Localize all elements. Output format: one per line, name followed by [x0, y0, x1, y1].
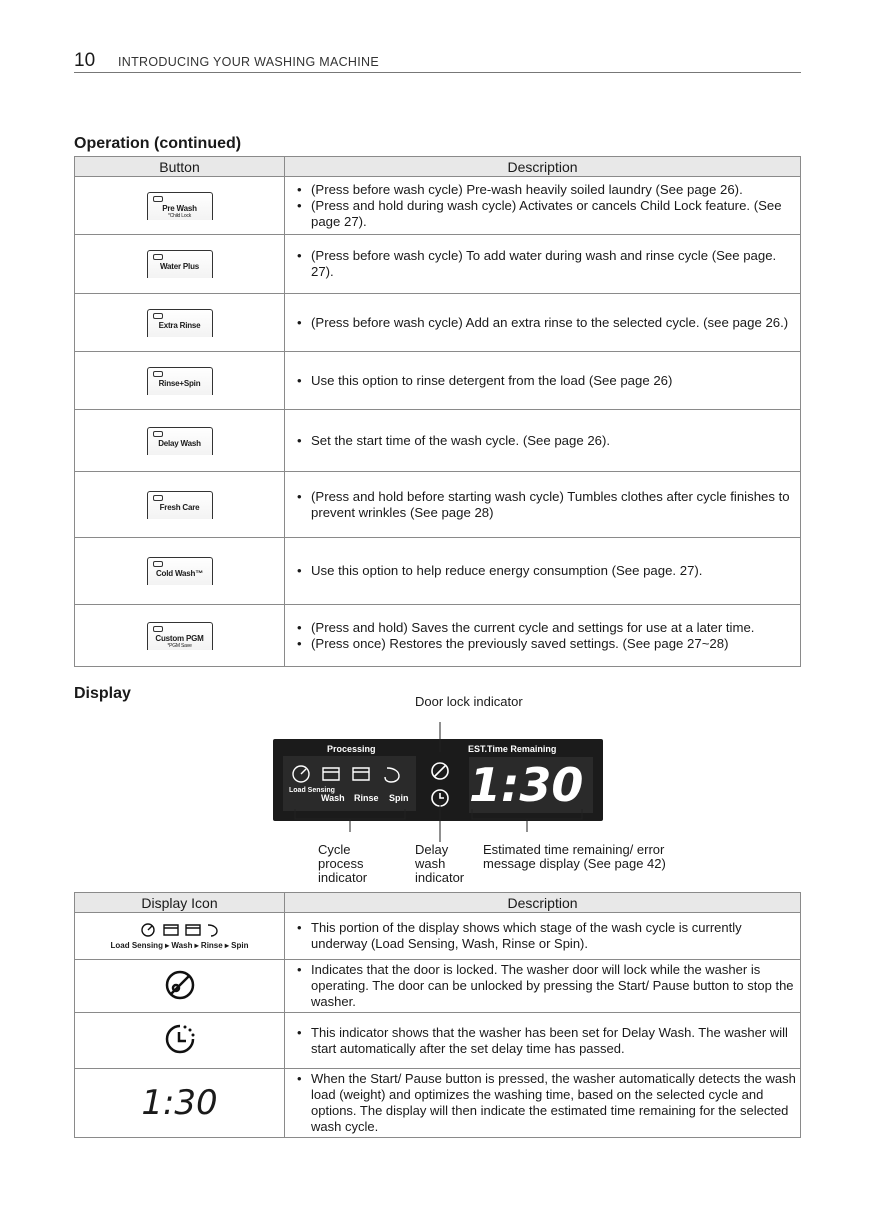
- display-title: Display: [74, 685, 131, 702]
- stage-spin: Spin: [389, 793, 409, 803]
- table-row: [75, 352, 801, 410]
- delay-wash-icon: [163, 1022, 197, 1056]
- table-row: [75, 960, 801, 1013]
- stage-load-sensing: Load Sensing: [289, 787, 335, 794]
- table-row: [75, 913, 801, 960]
- time-display-icon: 1:30: [141, 1083, 218, 1123]
- operation-title: Operation (continued): [74, 135, 242, 152]
- custom-pgm-button-image: Custom PGM *PGM Save: [147, 622, 213, 650]
- processing-label: Processing: [327, 744, 376, 754]
- stage-wash: Wash: [321, 793, 345, 803]
- cold-wash-button-image: Cold Wash™: [147, 557, 213, 585]
- list-item: • (Press before wash cycle) To add water during wash and rinse cycle (See page. 27).: [297, 248, 796, 280]
- list-item: • Use this option to rinse detergent from the load (See page 26): [297, 373, 796, 389]
- table-row: [75, 538, 801, 605]
- col-description-header: Description: [285, 893, 801, 913]
- list-item: • (Press before wash cycle) Pre-wash heavily soiled laundry (See page 26).: [297, 182, 796, 198]
- list-item: • Indicates that the door is locked. The washer door will lock while the washer is operating. The door can be unlocked by pressing the Start/ Pause button to stop the washer.: [297, 962, 796, 1010]
- delay-wash-callout: Delay wash indicator: [415, 842, 465, 885]
- page-number: 10: [74, 50, 96, 71]
- extra-rinse-button-image: Extra Rinse: [147, 309, 213, 337]
- list-item: • (Press once) Restores the previously saved settings. (See page 27~28): [297, 636, 796, 652]
- list-item: • (Press and hold before starting wash cycle) Tumbles clothes after cycle finishes to prevent wrinkles (See page 28): [297, 489, 796, 521]
- delay-wash-button-image: Delay Wash: [147, 427, 213, 455]
- table-row: [75, 1069, 801, 1138]
- header-rule: [74, 72, 801, 73]
- col-button-header: Button: [75, 157, 285, 177]
- list-item: • (Press before wash cycle) Add an extra rinse to the selected cycle. (see page 26.): [297, 315, 796, 331]
- table-row: [75, 235, 801, 294]
- display-icon-table: [74, 892, 801, 1138]
- estimated-time-callout: Estimated time remaining/ error message display (See page 42): [483, 842, 666, 871]
- list-item: • This portion of the display shows which stage of the wash cycle is currently underway (Load Sensing, Wash, Rinse or Spin).: [297, 920, 796, 952]
- list-item: • When the Start/ Pause button is pressed, the washer automatically detects the wash load (weight) and optimizes the washing time, based on the selected cycle and options. The display will then indicate the estimated time remaining for the selected wash cycle.: [297, 1071, 796, 1135]
- door-lock-callout: Door lock indicator: [415, 694, 523, 709]
- running-title: INTRODUCING YOUR WASHING MACHINE: [118, 55, 379, 69]
- fresh-care-button-image: Fresh Care: [147, 491, 213, 519]
- list-item: • (Press and hold) Saves the current cycle and settings for use at a later time.: [297, 620, 796, 636]
- col-description-header: Description: [285, 157, 801, 177]
- time-remaining-readout: 1:30: [469, 757, 593, 813]
- water-plus-button-image: Water Plus: [147, 250, 213, 278]
- operation-table: [74, 156, 801, 667]
- list-item: • This indicator shows that the washer has been set for Delay Wash. The washer will start automatically after the set delay time has passed.: [297, 1025, 796, 1057]
- table-row: [75, 1013, 801, 1069]
- list-item: • Set the start time of the wash cycle. (See page 26).: [297, 433, 796, 449]
- list-item: • (Press and hold during wash cycle) Activates or cancels Child Lock feature. (See page 27).: [297, 198, 796, 230]
- callout-lines: [270, 722, 610, 842]
- stage-rinse: Rinse: [354, 793, 379, 803]
- cycle-process-callout: Cycle process indicator: [318, 842, 368, 885]
- rinse-spin-button-image: Rinse+Spin: [147, 367, 213, 395]
- table-row: [75, 605, 801, 667]
- pre-wash-button-image: Pre Wash *Child Lock: [147, 192, 213, 220]
- table-row: [75, 472, 801, 538]
- table-row: [75, 294, 801, 352]
- table-row: [75, 177, 801, 235]
- cycle-stage-icons: [138, 922, 222, 938]
- table-row: [75, 410, 801, 472]
- stage-label-row: Load Sensing ▸ Wash ▸ Rinse ▸ Spin: [110, 941, 249, 950]
- time-label: EST.Time Remaining: [468, 744, 557, 754]
- col-icon-header: Display Icon: [75, 893, 285, 913]
- door-lock-icon: [164, 969, 196, 1001]
- list-item: • Use this option to help reduce energy consumption (See page. 27).: [297, 563, 796, 579]
